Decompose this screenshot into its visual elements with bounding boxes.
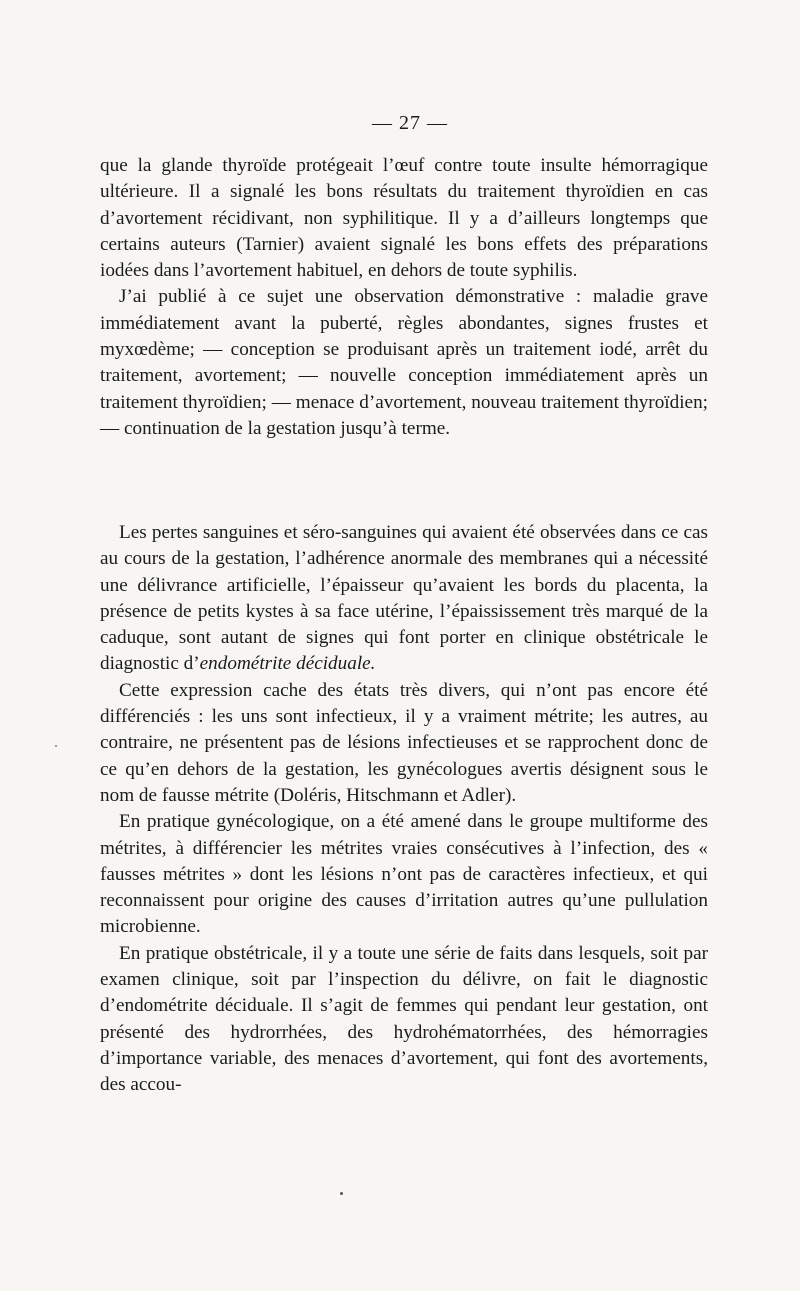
paper-speck [55, 745, 57, 747]
paragraph-expression-states: Cette expression cache des états très divers, qui n’ont pas encore été différenciés : les uns sont infectieux, il y a vraiment métrite; les autres, au contraire, ne présentent pas de lésions infectieuses et se rapprochent donc de ce qu’en dehors de la gestation, les gynécologues avertis désignent sous le nom de fausse métrite (Doléris, Hitschmann et Adler). [100, 679, 708, 806]
paragraph-obstetric-practice: En pratique obstétricale, il y a toute une série de faits dans lesquels, soit par examen clinique, soit par l’inspection du délivre, on fait le diagnostic d’endométrite déciduale. Il s’agit de femmes qui pendant leur gestation, ont présenté des hydrorrhées, des hydrohématorrhées, des hémorragies d’importance variable, des menaces d’avortement, qui font des avortements, des accou- [100, 942, 708, 1096]
page-number: — 27 — [372, 112, 448, 134]
paragraph-thyroid-effects: que la glande thyroïde protégeait l’œuf contre toute insulte hémorragique ultérieure. Il a signalé les bons résultats du traitement thyroïdien en cas d’avortement récidivant, non syphilitique. Il y a d’ailleurs longtemps que certains auteurs (Tarnier) avaient signalé les bons effets des préparations iodées dans l’avortement habituel, en dehors de toute syphilis. [100, 155, 708, 282]
paragraph-gynecological-practice: En pratique gynécologique, on a été amené dans le groupe multiforme des métrites, à différencier les métrites vraies consécutives à l’infection, des « fausses métrites » dont les lésions n’ont pas de caractères infectieux, et qui reconnaissent pour origine des causes d’irritation autres qu’une pullulation microbienne. [100, 811, 708, 938]
paragraph-observation: J’ai publié à ce sujet une observation démonstrative : maladie grave immédiatement avant la puberté, règles abondantes, signes frustes et myxœdème; — conception se produisant après un traitement iodé, arrêt du traitement, avortement; — nouvelle conception immédiatement après un traitement thyroïdien; — menace d’avortement, nouveau traitement thyroïdien; — continuation de la gestation jusqu’à terme. [100, 286, 708, 439]
paragraph-blood-losses-text: Les pertes sanguines et séro-sanguines qui avaient été observées dans ce cas au cours de la gestation, l’adhérence anormale des membranes qui a nécessité une délivrance artificielle, l’épaisseur qu’avaient les bords du placenta, la présence de petits kystes à sa face utérine, l’épaississement très marqué de la caduque, sont autant de signes qui font porter en clinique obstétricale le diagnostic d’ [100, 522, 708, 675]
paragraph-blood-losses [100, 520, 708, 678]
term-endometrite-deciduale: endométrite déciduale. [199, 653, 376, 675]
text-section-thyroid [100, 153, 708, 442]
paper-speck [340, 1192, 343, 1195]
text-section-endometritis [100, 520, 708, 1099]
